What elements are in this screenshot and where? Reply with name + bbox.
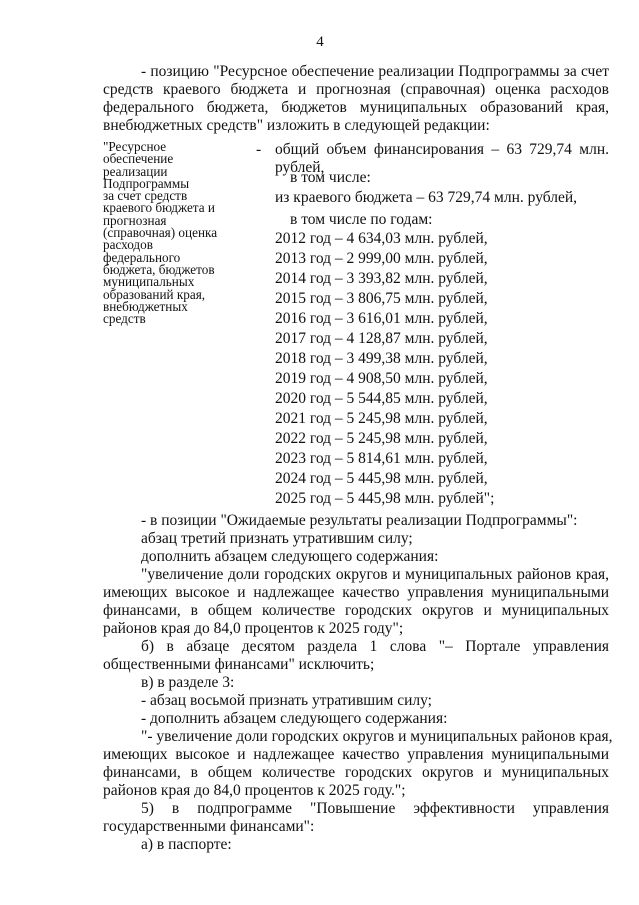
- paragraph-line: 5) в подпрограмме "Повышение эффективности управления: [141, 800, 609, 817]
- paragraph-line: средств краевого бюджета и прогнозная (справочная) оценка расходов: [103, 81, 609, 98]
- year-funding-line: 2018 год – 3 499,38 млн. рублей,: [275, 350, 488, 367]
- paragraph-line: "- увеличение доли городских округов и муниципальных районов края,: [141, 728, 613, 745]
- label-line: (справочная) оценка: [103, 225, 218, 241]
- paragraph-line: районов края до 84,0 процентов к 2025 году.";: [103, 782, 406, 799]
- year-funding-line: 2023 год – 5 814,61 млн. рублей,: [275, 450, 488, 467]
- including-label: в том числе:: [290, 169, 371, 186]
- label-line: Подпрограммы: [103, 175, 190, 191]
- table-position-label: [103, 141, 253, 325]
- label-line: краевого бюджета и: [103, 200, 215, 216]
- regional-budget-line: из краевого бюджета – 63 729,74 млн. рублей,: [275, 189, 578, 206]
- label-line: реализации: [103, 163, 168, 179]
- paragraph-line: "увеличение доли городских округов и муниципальных районов края,: [141, 566, 609, 583]
- paragraph-line: - позицию "Ресурсное обеспечение реализации Подпрограммы за счет: [141, 63, 609, 80]
- paragraph-line: дополнить абзацем следующего содержания:: [141, 548, 439, 565]
- label-line: обеспечение: [103, 151, 174, 167]
- year-funding-line: 2025 год – 5 445,98 млн. рублей";: [275, 490, 495, 507]
- label-line: федерального: [103, 249, 181, 265]
- year-funding-line: 2020 год – 5 544,85 млн. рублей,: [275, 390, 488, 407]
- page-number: 4: [316, 34, 324, 50]
- paragraph-line: - в позиции "Ожидаемые результаты реализации Подпрограммы":: [141, 512, 578, 529]
- label-line: муниципальных: [103, 274, 195, 290]
- label-line: за счет средств: [103, 188, 188, 204]
- paragraph-line: имеющих высокое и надлежащее качество управления муниципальными: [103, 584, 609, 601]
- paragraph-line: государственными финансами":: [103, 818, 315, 835]
- paragraph-line: имеющих высокое и надлежащее качество управления муниципальными: [103, 746, 609, 763]
- paragraph-line: федерального бюджета, бюджетов муниципальных образований края,: [103, 99, 609, 116]
- year-funding-line: 2019 год – 4 908,50 млн. рублей,: [275, 370, 488, 387]
- year-funding-line: 2014 год – 3 393,82 млн. рублей,: [275, 270, 488, 287]
- label-line: "Ресурсное: [103, 139, 167, 154]
- label-line: бюджета, бюджетов: [103, 261, 215, 277]
- label-line: внебюджетных: [103, 298, 188, 314]
- paragraph-line: в) в разделе 3:: [141, 674, 235, 691]
- label-line: образований края,: [103, 286, 206, 302]
- paragraph-line: б) в абзаце десятом раздела 1 слова "– Портале управления: [141, 638, 609, 655]
- label-line: расходов: [103, 237, 153, 253]
- paragraph-line: общественными финансами" исключить;: [103, 656, 375, 673]
- table-dash: -: [256, 141, 262, 158]
- paragraph-line: - абзац восьмой признать утратившим силу;: [141, 692, 432, 709]
- paragraph-line: районов края до 84,0 процентов к 2025 году";: [103, 620, 404, 637]
- paragraph-line: а) в паспорте:: [141, 836, 232, 853]
- total-funding-line: общий объем финансирования – 63 729,74 млн.: [275, 141, 609, 158]
- year-funding-line: 2012 год – 4 634,03 млн. рублей,: [275, 230, 488, 247]
- paragraph-line: финансами, в общем количестве городских округов и муниципальных: [103, 764, 609, 781]
- total-funding-line: рублей,: [275, 159, 325, 176]
- year-funding-line: 2013 год – 2 999,00 млн. рублей,: [275, 250, 488, 267]
- year-funding-line: 2016 год – 3 616,01 млн. рублей,: [275, 310, 488, 327]
- year-funding-line: 2021 год – 5 245,98 млн. рублей,: [275, 410, 488, 427]
- label-line: средств: [103, 311, 146, 327]
- year-funding-line: 2022 год – 5 245,98 млн. рублей,: [275, 430, 488, 447]
- paragraph-line: внебюджетных средств" изложить в следующей редакции:: [103, 117, 490, 134]
- paragraph-line: финансами, в общем количестве городских округов и муниципальных: [103, 602, 609, 619]
- year-funding-line: 2017 год – 4 128,87 млн. рублей,: [275, 330, 488, 347]
- year-funding-line: 2015 год – 3 806,75 млн. рублей,: [275, 290, 488, 307]
- paragraph-line: абзац третий признать утратившим силу;: [141, 530, 413, 547]
- label-line: прогнозная: [103, 212, 167, 228]
- year-funding-line: 2024 год – 5 445,98 млн. рублей,: [275, 470, 488, 487]
- paragraph-line: - дополнить абзацем следующего содержания:: [141, 710, 448, 727]
- by-years-label: в том числе по годам:: [290, 211, 433, 228]
